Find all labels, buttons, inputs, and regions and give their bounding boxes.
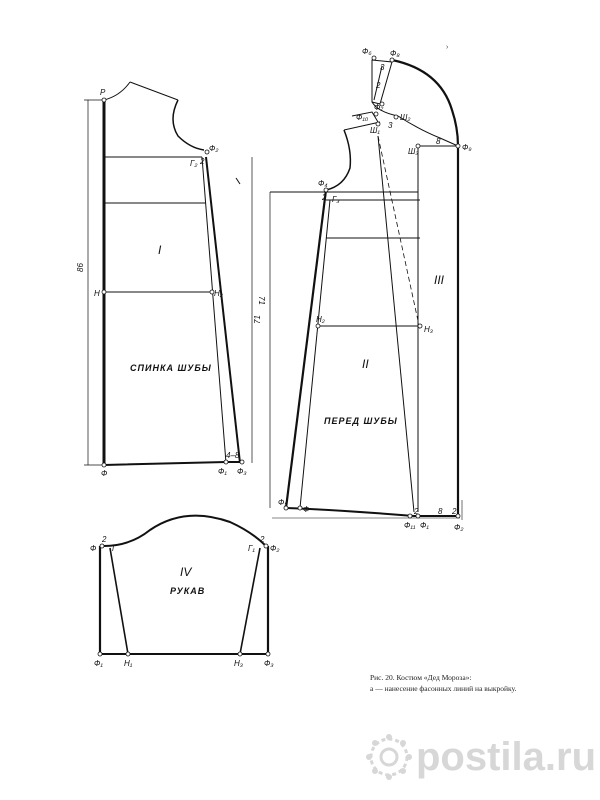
sunflower-logo-icon (366, 734, 412, 780)
back-side-seam-new (206, 157, 240, 463)
point-front-N2 (316, 324, 320, 328)
watermark-text: postila.ru (416, 734, 597, 779)
sleeve-piece (100, 516, 268, 654)
label-sleeve-G: Г (112, 544, 117, 553)
label-front-N2: Н₂ (316, 315, 325, 324)
dim-sleeve-left: 2 (102, 535, 107, 544)
label-front-F4: Ф₄ (318, 179, 328, 188)
label-back-F1: Ф₁ (218, 467, 227, 476)
label-collar-F10: Ф₁₀ (356, 113, 369, 122)
dim-back-length: 86 (76, 263, 85, 272)
point-collar-Sh2 (394, 115, 398, 119)
caption-line-1: Рис. 20. Костюм «Дед Мороза»: (370, 673, 472, 682)
back-neck-curve (104, 82, 130, 100)
label-back-F: Ф (101, 469, 108, 478)
dim-collar-gap: 2 (376, 81, 381, 90)
front-hem (286, 508, 458, 516)
hood-curve (392, 60, 458, 146)
back-piece (84, 82, 252, 465)
point-sleeve-F (100, 544, 104, 548)
label-collar-F8: Ф₈ (390, 49, 400, 58)
label-collar-F6: Ф₆ (362, 47, 372, 56)
back-armhole-curve (173, 100, 204, 150)
dim-front-hem: 2 (414, 507, 419, 516)
point-back-F (102, 463, 106, 467)
dim-back-hem: 4–8 (226, 451, 240, 460)
figure-caption (370, 672, 570, 695)
label-back-F3: Ф₃ (237, 467, 247, 476)
label-collar-Sh2: Ш₂ (400, 113, 411, 122)
label-back-P: P (100, 88, 106, 97)
back-dart-mark (236, 178, 240, 184)
point-back-F1 (224, 460, 228, 464)
label-sleeve-F3: Ф₃ (264, 659, 274, 668)
point-collar-F8 (390, 58, 394, 62)
front-armhole (326, 130, 350, 190)
point-front-F (298, 506, 302, 510)
point-collar-F6 (372, 56, 376, 60)
front-dash-line (378, 136, 420, 330)
point-back-P (102, 98, 106, 102)
point-front-N3 (418, 324, 422, 328)
front-title: ПЕРЕД ШУБЫ (324, 416, 398, 426)
back-title: СПИНКА ШУБЫ (130, 363, 212, 373)
point-sleeve-N3 (238, 652, 242, 656)
dim-front-length: 71 (253, 315, 262, 324)
point-back-F3 (240, 460, 244, 464)
back-points (102, 98, 244, 467)
point-sleeve-N1 (126, 652, 130, 656)
label-front-F5: Ф₅ (278, 498, 288, 507)
point-front-F4 (324, 188, 328, 192)
label-sleeve-F1: Ф₁ (94, 659, 103, 668)
front-labels (253, 47, 472, 532)
label-back-N: Н (94, 289, 100, 298)
dim-side-hem: 8 (438, 507, 443, 516)
dim-back-right: 71 (257, 296, 266, 305)
label-sleeve-F: Ф (90, 544, 97, 553)
label-sleeve-G1: Г₁ (248, 544, 255, 553)
sleeve-roman: IV (180, 565, 192, 579)
label-sleeve-N1: Н₁ (124, 659, 133, 668)
point-front-F11 (408, 514, 412, 518)
back-shoulder-line (130, 82, 178, 100)
point-collar-F9 (456, 144, 460, 148)
back-roman: I (158, 243, 162, 257)
label-collar-Sh3: Ш₃ (408, 147, 419, 156)
corner-mark: › (446, 44, 449, 51)
label-front-F11: Ф₁₁ (404, 521, 416, 530)
dim-collar-width: 3 (380, 63, 385, 72)
sleeve-cap (104, 516, 266, 546)
point-sleeve-F2 (264, 544, 268, 548)
label-back-N2: Н₂ (214, 289, 223, 298)
dim-collar-3b: 3 (388, 121, 393, 130)
point-sleeve-F1 (98, 652, 102, 656)
label-front-F: Ф (303, 505, 310, 514)
sleeve-seam-right (240, 548, 260, 654)
label-collar-F7: Ф₇ (374, 103, 384, 112)
label-collar-F9: Ф₉ (462, 143, 472, 152)
front-piece (270, 60, 462, 520)
sleeve-title: РУКАВ (170, 586, 206, 596)
point-collar-F10 (374, 112, 378, 116)
label-back-G2: Г₂ (190, 159, 198, 168)
sleeve-seam-left (110, 548, 128, 654)
label-sleeve-F2: Ф₂ (270, 544, 280, 553)
point-front-F2 (456, 514, 460, 518)
watermark (366, 732, 596, 782)
dim-sleeve-right: 2 (260, 535, 265, 544)
label-collar-Sh1: Ш₁ (370, 126, 380, 135)
label-front-N3: Н₃ (424, 325, 433, 334)
point-back-N (102, 290, 106, 294)
label-front-F2: Ф₂ (454, 523, 464, 532)
sleeve-points (98, 544, 270, 656)
caption-line-2: а — нанесение фасонных линий на выкройку. (370, 684, 517, 694)
dim-front-shoulder: 2 (322, 193, 327, 202)
front-edge-outer (286, 190, 326, 508)
label-back-F2: Ф₂ (209, 144, 219, 153)
back-hem (104, 462, 242, 465)
dim-hood-offset: 8 (436, 137, 441, 146)
side-roman: III (434, 273, 445, 287)
front-roman: II (362, 357, 369, 371)
dim-side-hem-2: 2 (452, 507, 457, 516)
label-front-G3: Г₃ (332, 195, 340, 204)
point-sleeve-F3 (266, 652, 270, 656)
dim-back-shoulder: 2 (200, 157, 205, 166)
label-front-F1: Ф₁ (420, 521, 429, 530)
label-sleeve-N3: Н₃ (234, 659, 243, 668)
